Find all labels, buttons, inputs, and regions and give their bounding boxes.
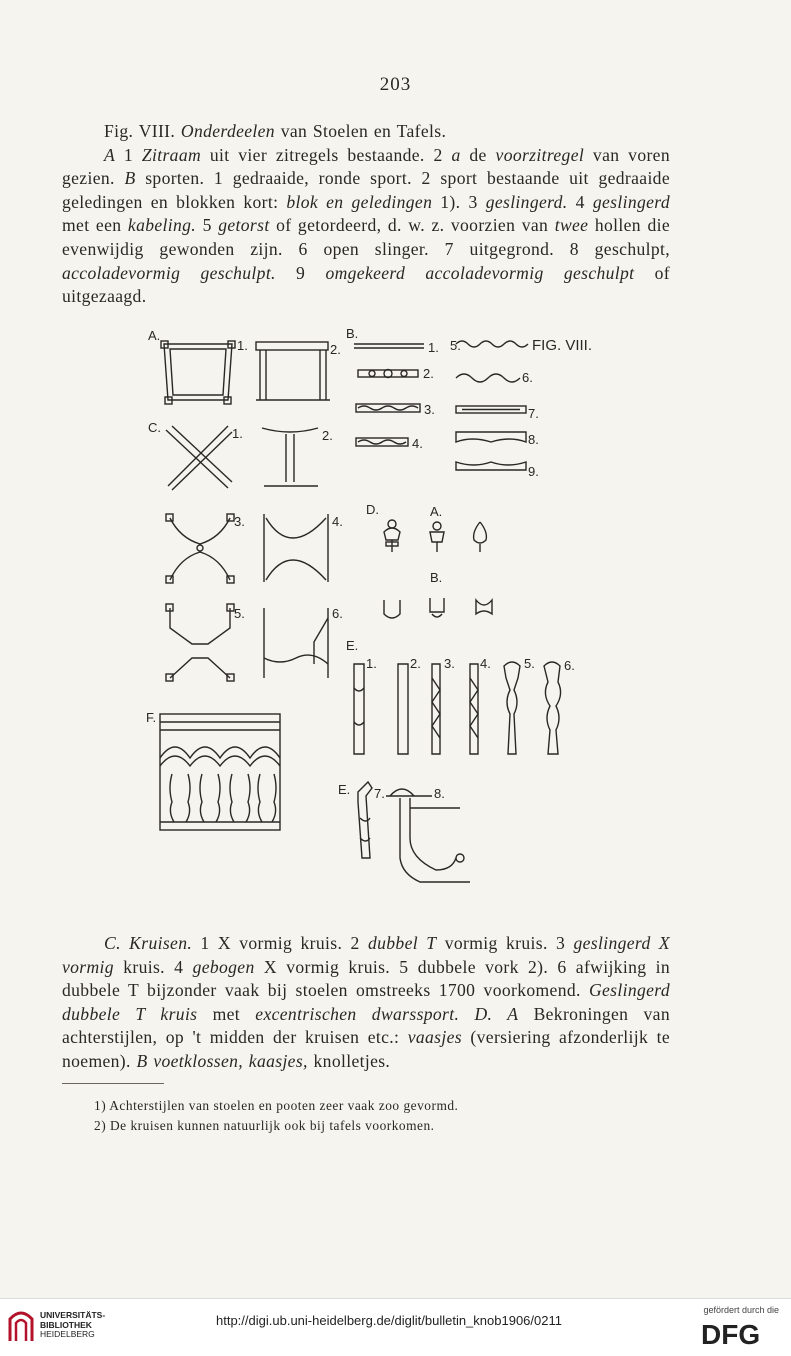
italic-text-run: geslingerd X vormig bbox=[62, 933, 671, 977]
italic-text-run: getorst bbox=[218, 215, 270, 236]
italic-text-run: dubbel T bbox=[367, 933, 437, 953]
library-line-3: HEIDELBERG bbox=[40, 1329, 95, 1339]
figure-caption bbox=[62, 120, 670, 309]
text-run bbox=[121, 933, 129, 953]
label-d: D. bbox=[366, 502, 379, 517]
italic-text-run: Kruisen. bbox=[129, 933, 193, 953]
foot-3 bbox=[476, 600, 492, 614]
footnotes bbox=[94, 1096, 654, 1136]
label-b7: 7. bbox=[528, 406, 539, 421]
italic-text-run: geslingerd bbox=[592, 191, 670, 212]
stretcher-1 bbox=[354, 344, 424, 348]
leg-7 bbox=[358, 782, 372, 858]
italic-text-run: Geslingerd dubbele T kruis bbox=[62, 980, 670, 1024]
label-b2: 2. bbox=[423, 366, 434, 381]
label-f: F. bbox=[146, 710, 157, 725]
text-run: knolletjes. bbox=[307, 1050, 391, 1071]
finial-2 bbox=[430, 522, 444, 552]
footnote-divider bbox=[62, 1083, 164, 1084]
library-line-1: UNIVERSITÄTS- bbox=[40, 1310, 106, 1320]
text-run: met bbox=[197, 1003, 256, 1024]
foot-2 bbox=[430, 598, 444, 617]
label-e-bottom: E. bbox=[338, 782, 351, 797]
stretcher-3-frame bbox=[356, 404, 420, 412]
label-e2: 2. bbox=[410, 656, 421, 671]
funding-note: gefördert durch die bbox=[703, 1305, 779, 1315]
text-run: de bbox=[460, 144, 496, 165]
finial-1 bbox=[384, 520, 400, 552]
cross-4 bbox=[264, 514, 328, 582]
label-b9: 9. bbox=[528, 464, 539, 479]
label-c: C. bbox=[148, 420, 161, 435]
italic-text-run: blok en geledingen bbox=[286, 191, 433, 212]
label-b3: 3. bbox=[424, 402, 435, 417]
stretcher-8 bbox=[456, 432, 526, 442]
footnote-2: 2) De kruisen kunnen natuurlijk ook bij tafels voorkomen. bbox=[94, 1118, 435, 1133]
italic-text-run: D. A bbox=[474, 1003, 519, 1024]
text-run: van voren gezien. bbox=[62, 144, 670, 189]
label-e8: 8. bbox=[434, 786, 445, 801]
text-run: vormig kruis. 3 bbox=[436, 933, 574, 953]
italic-text-run: C. bbox=[104, 933, 121, 953]
figure-title: FIG. VIII. bbox=[532, 337, 593, 354]
cross-2 bbox=[262, 428, 318, 486]
text-run: 1 X vormig kruis. 2 bbox=[192, 933, 368, 953]
cross-1 bbox=[166, 426, 232, 490]
balustrade-panel bbox=[160, 714, 280, 830]
seat-frame-1 bbox=[161, 341, 235, 404]
leg-8 bbox=[386, 789, 470, 882]
label-e3: 3. bbox=[444, 656, 455, 671]
label-b4: 4. bbox=[412, 436, 423, 451]
text-run: 5 bbox=[196, 215, 219, 236]
library-name bbox=[40, 1311, 105, 1340]
furniture-parts-figure bbox=[140, 318, 610, 898]
page-number: 203 bbox=[379, 74, 412, 95]
label-b: B. bbox=[346, 326, 359, 341]
text-run: X vormig kruis. 5 dubbele vork 2). 6 afwijking in dubbele T bijzonder vaak bij stoelen omstreeks 1700 voorkomend. bbox=[62, 956, 670, 1001]
label-b5: 5. bbox=[450, 338, 461, 353]
label-a: A. bbox=[148, 328, 161, 343]
text-run: Bekroningen van achterstijlen, op 't midden der kruisen etc.: bbox=[62, 1003, 670, 1048]
finial-3 bbox=[474, 522, 487, 552]
cross-3 bbox=[166, 514, 234, 583]
label-e7: 7. bbox=[374, 786, 385, 801]
leg-5 bbox=[504, 662, 520, 754]
university-library-logo-icon bbox=[8, 1307, 34, 1343]
stretcher-3 bbox=[358, 406, 418, 410]
leg-6 bbox=[544, 662, 561, 754]
footnote-1: 1) Achterstijlen van stoelen en pooten zeer vaak zoo gevormd. bbox=[94, 1098, 459, 1113]
label-e4: 4. bbox=[480, 656, 491, 671]
cross-5 bbox=[166, 604, 234, 681]
italic-text-run: a bbox=[451, 144, 461, 165]
italic-text-run: gebogen bbox=[192, 956, 255, 977]
label-c3: 3. bbox=[234, 514, 245, 529]
leg-2 bbox=[398, 664, 408, 754]
leg-3 bbox=[432, 664, 440, 754]
italic-text-run: omgekeerd accoladevormig geschulpt bbox=[325, 262, 635, 283]
stretcher-5 bbox=[456, 341, 528, 347]
text-run: 1). 3 bbox=[432, 191, 486, 212]
label-a1: 1. bbox=[237, 338, 248, 353]
stretcher-9 bbox=[456, 462, 526, 470]
text-run: hollen die evenwijdig gewonden zijn. 6 open slinger. 7 uitgegrond. 8 geschulpt, bbox=[62, 215, 670, 259]
text-run: 1 bbox=[115, 144, 142, 165]
text-run: uit vier zitregels bestaande. 2 bbox=[201, 144, 452, 165]
label-b1: 1. bbox=[428, 340, 439, 355]
label-a2: 2. bbox=[330, 342, 341, 357]
text-run: Fig. VIII. bbox=[104, 121, 181, 141]
label-b8: 8. bbox=[528, 432, 539, 447]
italic-text-run: excentrischen dwarssport. bbox=[255, 1003, 460, 1024]
label-c2: 2. bbox=[322, 428, 333, 443]
leg-4 bbox=[470, 664, 478, 754]
crosses-paragraph bbox=[62, 932, 670, 1074]
stretcher-2 bbox=[358, 370, 418, 378]
text-run: of uitgezaagd. bbox=[62, 262, 670, 307]
foot-1 bbox=[384, 600, 400, 618]
caption-title bbox=[62, 120, 670, 144]
text-run: of getordeerd, d. w. z. voorzien van bbox=[269, 215, 555, 236]
crosses-description bbox=[62, 932, 670, 1074]
caption-paragraph bbox=[62, 144, 670, 309]
seat-rail-2 bbox=[256, 342, 330, 400]
label-c4: 4. bbox=[332, 514, 343, 529]
italic-text-run: kabeling. bbox=[127, 215, 197, 236]
italic-text-run: B bbox=[124, 168, 136, 189]
label-e1: 1. bbox=[366, 656, 377, 671]
label-d-a: A. bbox=[430, 504, 443, 519]
funder-name: DFG bbox=[701, 1319, 761, 1347]
viewer-footer bbox=[0, 1298, 791, 1356]
library-line-2: BIBLIOTHEK bbox=[40, 1319, 92, 1330]
italic-text-run: B voetklossen, kaasjes, bbox=[136, 1050, 308, 1071]
text-run: sporten. 1 gedraaide, ronde sport. 2 sport bestaande uit gedraaide geledingen en blokken kort: bbox=[62, 168, 670, 212]
stretcher-4 bbox=[358, 440, 406, 444]
italic-text-run: accoladevormig geschulpt. bbox=[62, 262, 276, 283]
italic-text-run: A bbox=[104, 144, 116, 165]
italic-text-run: vaasjes bbox=[407, 1027, 462, 1048]
text-run: kruis. 4 bbox=[113, 956, 193, 977]
label-e5: 5. bbox=[524, 656, 535, 671]
stretcher-6 bbox=[456, 374, 520, 382]
italic-text-run: Zitraam bbox=[141, 144, 202, 165]
label-c5: 5. bbox=[234, 606, 245, 621]
cross-6 bbox=[264, 608, 328, 678]
text-run: (versiering afzonderlijk te noemen). bbox=[62, 1027, 670, 1071]
label-d-b: B. bbox=[430, 570, 443, 585]
text-run: met een bbox=[62, 215, 128, 236]
italic-text-run: voorzitregel bbox=[495, 144, 585, 165]
permalink-url[interactable]: http://digi.ub.uni-heidelberg.de/diglit/bulletin_knob1906/0211 bbox=[216, 1313, 562, 1328]
text-run: 4 bbox=[567, 191, 593, 212]
label-e: E. bbox=[346, 638, 359, 653]
label-e6: 6. bbox=[564, 658, 575, 673]
dfg-logo-icon bbox=[701, 1319, 779, 1347]
label-b6: 6. bbox=[522, 370, 533, 385]
text-run: van Stoelen en Tafels. bbox=[274, 121, 447, 141]
text-run bbox=[459, 1004, 474, 1024]
leg-1 bbox=[354, 664, 364, 754]
italic-text-run: twee bbox=[554, 215, 589, 236]
text-run: 9 bbox=[275, 262, 326, 283]
label-c6: 6. bbox=[332, 606, 343, 621]
italic-text-run: geslingerd. bbox=[485, 191, 568, 212]
italic-text-run: Onderdeelen bbox=[180, 121, 275, 141]
label-c1: 1. bbox=[232, 426, 243, 441]
